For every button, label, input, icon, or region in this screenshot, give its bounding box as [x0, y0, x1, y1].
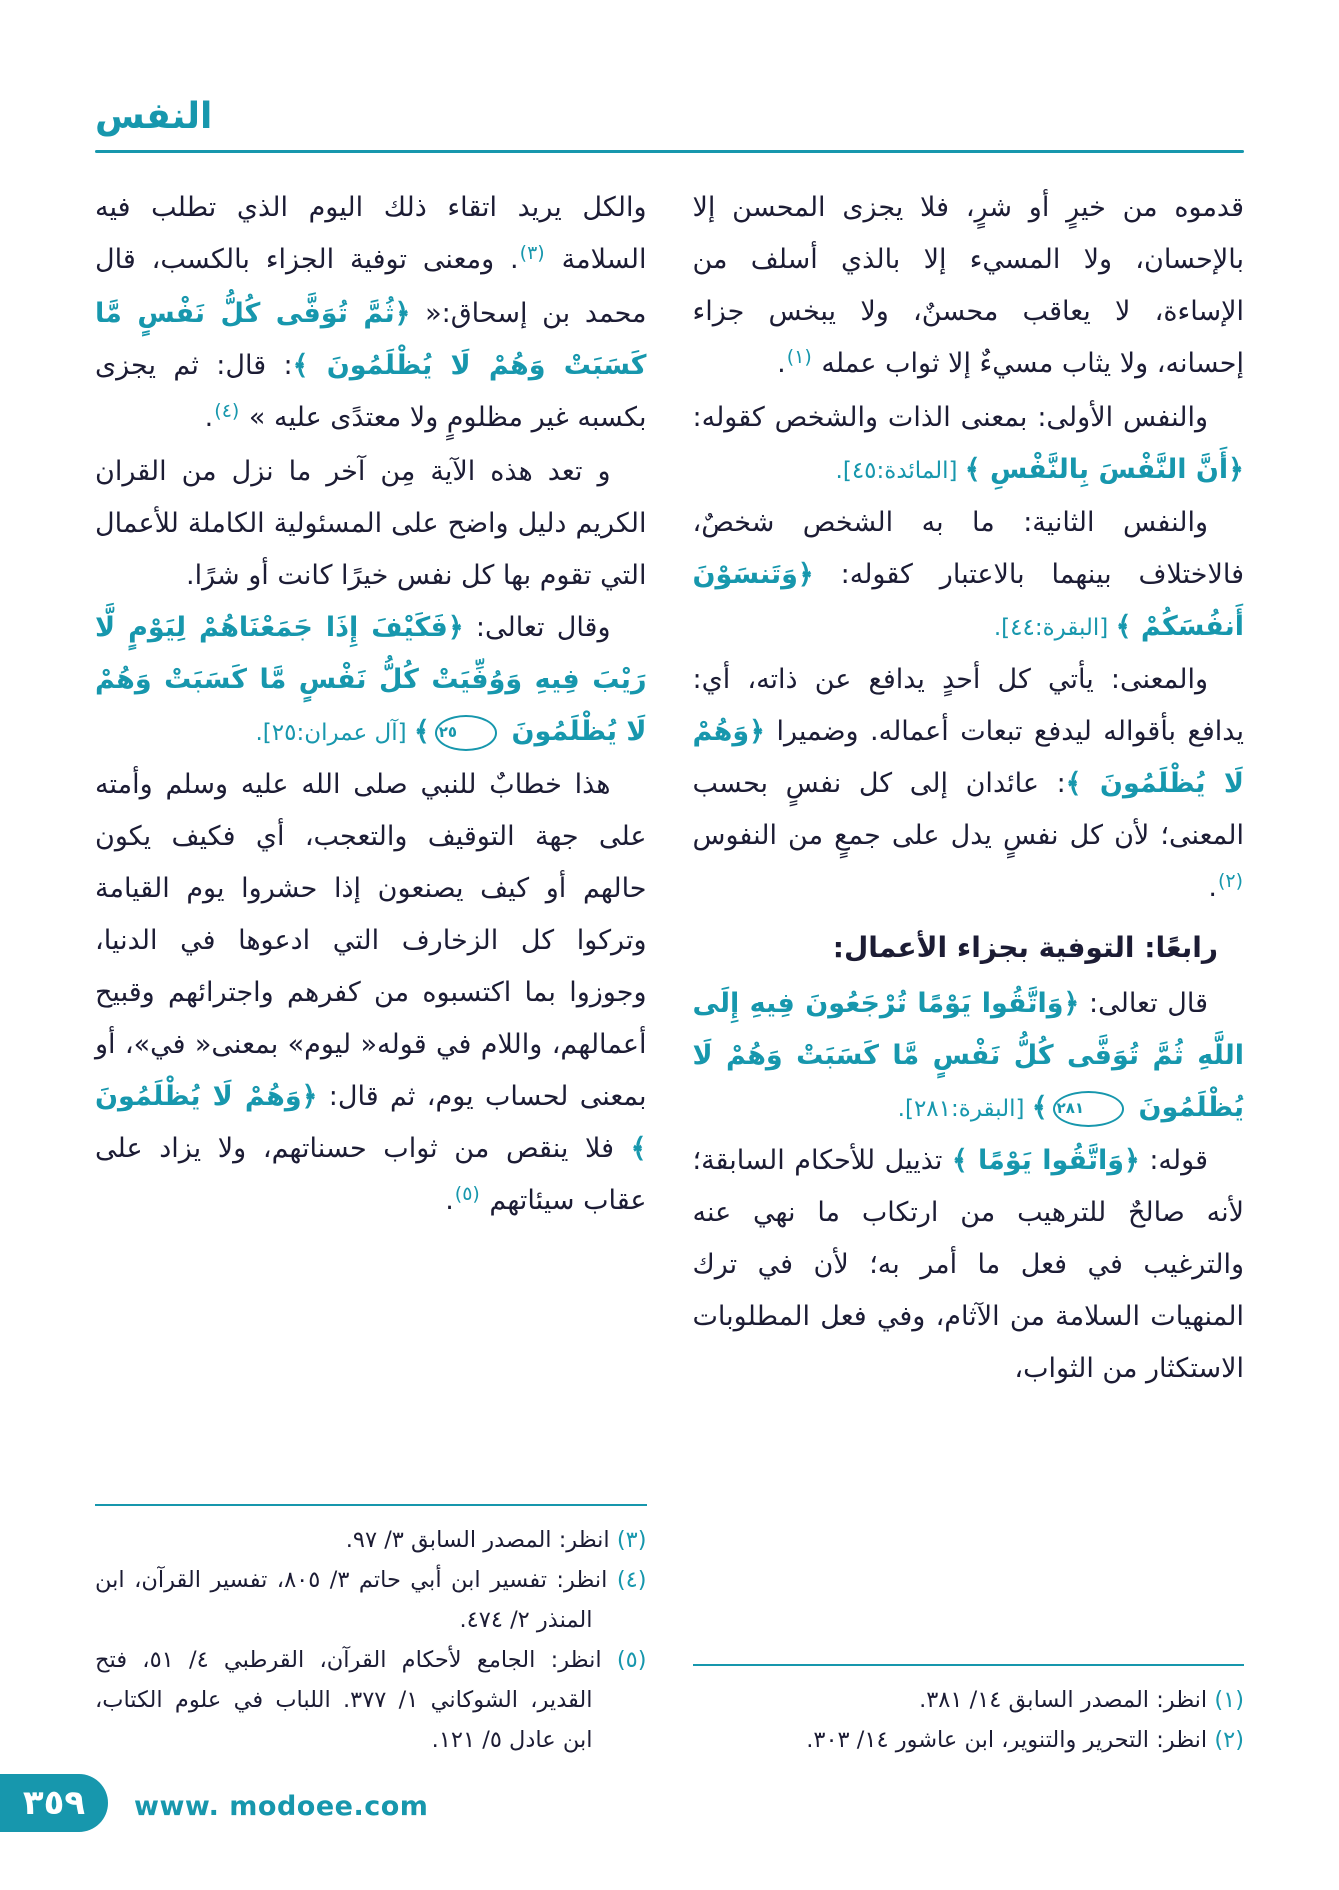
quran-verse: ﴿وَاتَّقُوا يَوْمًا ﴾: [951, 1145, 1140, 1176]
paragraph: [693, 497, 1245, 654]
section-heading: [693, 920, 1245, 976]
paragraph: [95, 759, 647, 1229]
footnote: [693, 1720, 1245, 1760]
body-text: تذييل للأحكام السابقة؛ لأنه صالحٌ للترهيب من ارتكاب ما نهي عنه والترغيب في فعل ما أمر به؛ لأن في ترك المنهيات السلامة من الآثام، وفي فعل المطلوبات الاستكثار من الثواب،: [692, 1145, 1244, 1384]
footnote-number: (٥): [601, 1647, 647, 1673]
column-left: [95, 182, 647, 1760]
body-text: فلا ينقص من ثواب حسناتهم، ولا يزاد على عقاب سيئاتهم: [95, 1133, 647, 1216]
quran-verse: ﴾: [1031, 1092, 1048, 1123]
body-text: .: [777, 348, 786, 379]
column-right-footnotes: [693, 1664, 1245, 1760]
quran-verse: ﴿وَتَنسَوْنَ أَنفُسَكُمْ ﴾: [692, 559, 1244, 642]
footnote-marker: (٥): [454, 1183, 480, 1205]
body-text: : عائدان إلى كل نفسٍ بحسب المعنى؛ لأن كل نفسٍ يدل على جمعٍ من النفوس: [692, 768, 1244, 851]
body-text: والمعنى: يأتي كل أحدٍ يدافع عن ذاته، أي: يدافع بأقواله ليدفع تبعات أعماله. وضميرا: [692, 664, 1244, 747]
quran-verse: ﴿وَهُمْ لَا يُظْلَمُونَ ﴾: [692, 716, 1244, 799]
body-text: والكل يريد اتقاء ذلك اليوم الذي تطلب فيه السلامة: [95, 192, 647, 275]
paragraph: [95, 446, 647, 602]
paragraph: [95, 182, 647, 446]
footnote-marker: (٤): [214, 400, 240, 422]
body-text: . ومعنى توفية الجزاء بالكسب، قال محمد بن إسحاق:«: [95, 244, 647, 329]
footnote-text: انظر: تفسير ابن أبي حاتم ٣/ ٨٠٥، تفسير القرآن، ابن المنذر ٢/ ٤٧٤.: [95, 1567, 608, 1633]
paragraph: [693, 182, 1245, 392]
quran-verse: ﴾: [413, 716, 430, 747]
ayah-number: ٢٨١: [1053, 1091, 1124, 1127]
verse-reference: [البقرة:٤٤].: [993, 615, 1116, 641]
body-text: قدموه من خيرٍ أو شرٍ، فلا يجزى المحسن إلا بالإحسان، ولا المسيء إلا بالذي أسلف من الإساءة، لا يعاقب محسنٌ، ولا يبخس جزاء إحسانه، ولا يثاب مسيءٌ إلا ثواب عمله: [692, 192, 1244, 379]
footnote-marker: (١): [786, 346, 812, 368]
body-text: .: [1208, 872, 1217, 903]
quran-verse: ﴿فَكَيْفَ إِذَا جَمَعْنَاهُمْ لِيَوْمٍ لَّا رَيْبَ فِيهِ وَوُفِّيَتْ كُلُّ نَفْسٍ مَّا كَسَبَتْ وَهُمْ لَا يُظْلَمُونَ: [95, 612, 647, 747]
quran-verse: ﴿ثُمَّ تُوَفَّى كُلُّ نَفْسٍ مَّا كَسَبَتْ وَهُمْ لَا يُظْلَمُونَ ﴾: [95, 298, 647, 381]
website-url: www. modoee.com: [134, 1791, 429, 1822]
verse-reference: [المائدة:٤٥].: [835, 458, 965, 484]
footnote-text: انظر: الجامع لأحكام القرآن، القرطبي ٤/ ٥١، فتح القدير، الشوكاني ١/ ٣٧٧. اللباب في علوم الكتاب، ابن عادل ٥/ ١٢١.: [95, 1647, 602, 1753]
paragraph: [693, 654, 1245, 916]
page-number: ٣٥٩: [22, 1783, 86, 1823]
column-right-text: [693, 182, 1245, 1395]
paragraph: [693, 978, 1245, 1135]
body-text: : قال: ثم يجزى بكسبه غير مظلومٍ ولا معتدًى عليه »: [95, 350, 647, 433]
page-number-badge: [0, 1774, 108, 1832]
body-text: والنفس الأولى: بمعنى الذات والشخص كقوله:: [692, 402, 1208, 433]
footnote: [693, 1680, 1245, 1720]
header-rule: [95, 150, 1244, 153]
quran-verse: ﴿أَنَّ النَّفْسَ بِالنَّفْسِ ﴾: [964, 454, 1244, 485]
ayah-number: ٢٥: [435, 715, 497, 751]
paragraph: [95, 602, 647, 759]
footnote: [95, 1520, 647, 1560]
body-text: وقال تعالى:: [463, 612, 611, 643]
body-text: .: [204, 402, 214, 433]
body-text: رابعًا: التوفية بجزاء الأعمال:: [832, 931, 1218, 964]
footnote: [95, 1560, 647, 1640]
page-content: [95, 182, 1244, 1760]
body-text: قال تعالى:: [1079, 988, 1208, 1019]
body-text: .: [445, 1185, 454, 1216]
verse-reference: [آل عمران:٢٥].: [255, 720, 414, 746]
page-header: [95, 96, 1244, 156]
paragraph: [693, 1135, 1245, 1395]
page-title: النفس: [95, 96, 213, 137]
footnote-marker: (٢): [1217, 870, 1243, 892]
body-text: قوله:: [1139, 1145, 1208, 1176]
quran-verse: ﴿وَهُمْ لَا يُظْلَمُونَ ﴾: [95, 1081, 647, 1164]
footnote: [95, 1640, 647, 1760]
footnote-number: (٤): [607, 1567, 647, 1593]
footnote-marker: (٣): [519, 242, 545, 264]
footnote-text: انظر: التحرير والتنوير، ابن عاشور ١٤/ ٣٠٣.: [806, 1727, 1208, 1753]
body-text: و تعد هذه الآية مِن آخر ما نزل من القران الكريم دليل واضح على المسئولية الكاملة للأعمال التي تقوم بها كل نفس خيرًا كانت أو شرًا.: [95, 456, 647, 591]
column-left-footnotes: [95, 1504, 647, 1760]
footnote-number: (٣): [609, 1527, 647, 1553]
footnote-text: انظر: المصدر السابق ٣/ ٩٧.: [345, 1527, 610, 1553]
footnote-number: (٢): [1207, 1727, 1244, 1753]
paragraph: [693, 392, 1245, 497]
body-text: هذا خطابٌ للنبي صلى الله عليه وسلم وأمته على جهة التوقيف والتعجب، أي فكيف يكون حالهم أو كيف يصنعون إذا حشروا يوم القيامة وتركوا كل الزخارف التي ادعوها في الدنيا، وجوزوا بما اكتسبوه من كفرهم واجترائهم وقبيح أعمالهم، واللام في قوله« ليوم» بمعنى« في»، أو بمعنى لحساب يوم، ثم قال:: [95, 769, 647, 1112]
column-right: [693, 182, 1245, 1760]
verse-reference: [البقرة:٢٨١].: [897, 1096, 1032, 1122]
footnote-number: (١): [1207, 1687, 1244, 1713]
footnote-text: انظر: المصدر السابق ١٤/ ٣٨١.: [919, 1687, 1208, 1713]
column-left-text: [95, 182, 647, 1229]
quran-verse: ﴿وَاتَّقُوا يَوْمًا تُرْجَعُونَ فِيهِ إِلَى اللَّهِ ثُمَّ تُوَفَّى كُلُّ نَفْسٍ مَّا كَسَبَتْ وَهُمْ لَا يُظْلَمُونَ: [692, 988, 1244, 1123]
body-text: والنفس الثانية: ما به الشخص شخصٌ، فالاختلاف بينهما بالاعتبار كقوله:: [692, 507, 1244, 590]
